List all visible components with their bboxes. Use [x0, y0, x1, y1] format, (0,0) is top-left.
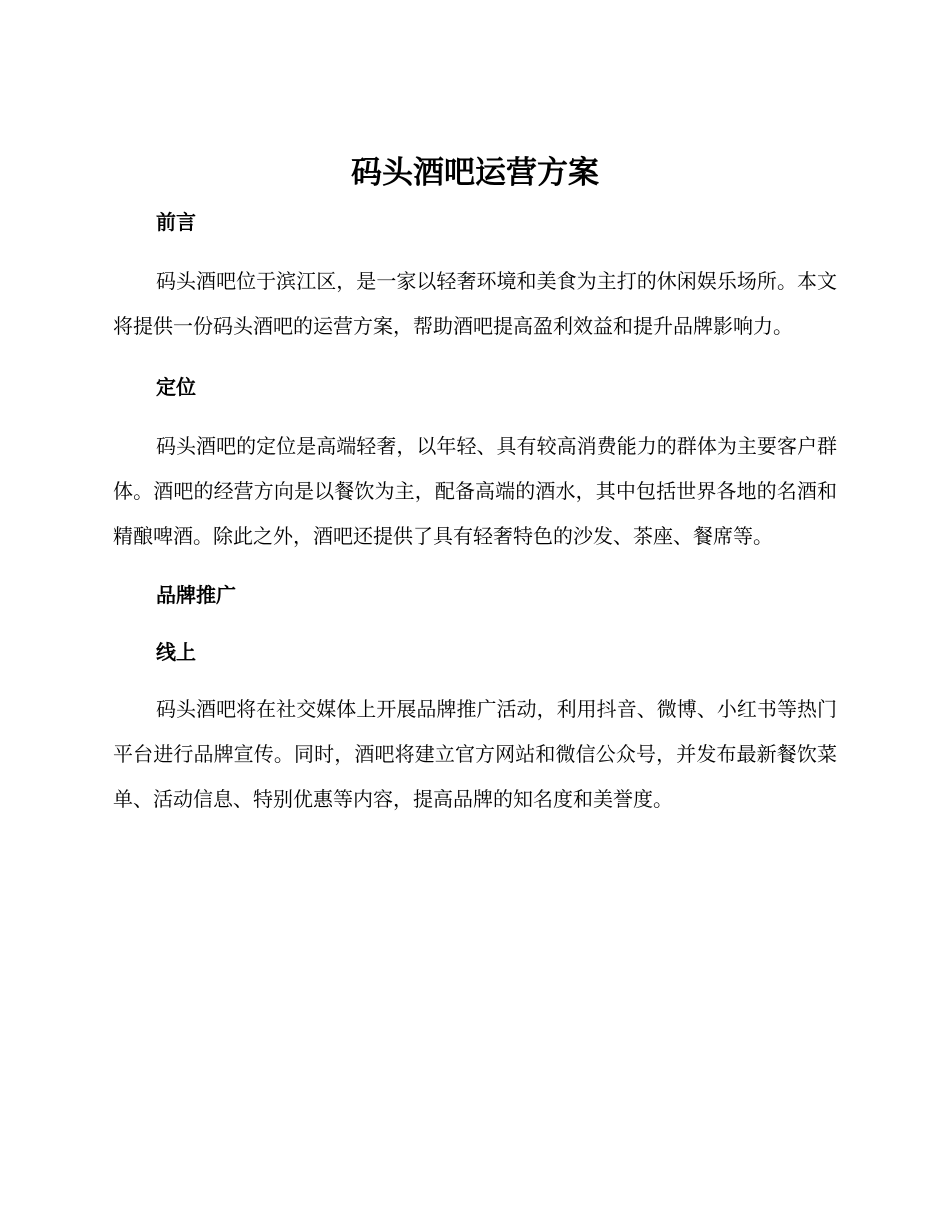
section-positioning [113, 365, 837, 559]
section-heading-preface: 前言 [156, 210, 196, 234]
document-title: 码头酒吧运营方案 [351, 155, 599, 191]
section-paragraph-positioning: 码头酒吧的定位是高端轻奢，以年轻、具有较高消费能力的群体为主要客户群体。酒吧的经营方向是以餐饮为主，配备高端的酒水，其中包括世界各地的名酒和精酿啤酒。除此之外，酒吧还提供了具有轻奢特色的沙发、茶座、餐席等。 [113, 434, 837, 548]
section-paragraph-online: 码头酒吧将在社交媒体上开展品牌推广活动，利用抖音、微博、小红书等热门平台进行品牌宣传。同时，酒吧将建立官方网站和微信公众号，并发布最新餐饮菜单、活动信息、特别优惠等内容，提高品牌的知名度和美誉度。 [113, 697, 837, 811]
document-body [113, 200, 837, 822]
section-preface [113, 200, 837, 349]
subsection-heading-online: 线上 [156, 640, 196, 664]
section-brand-promotion [113, 573, 837, 822]
section-heading-positioning: 定位 [156, 375, 196, 399]
section-heading-brand-promotion: 品牌推广 [156, 583, 236, 607]
section-paragraph-preface: 码头酒吧位于滨江区，是一家以轻奢环境和美食为主打的休闲娱乐场所。本文将提供一份码头酒吧的运营方案，帮助酒吧提高盈利效益和提升品牌影响力。 [113, 269, 837, 338]
